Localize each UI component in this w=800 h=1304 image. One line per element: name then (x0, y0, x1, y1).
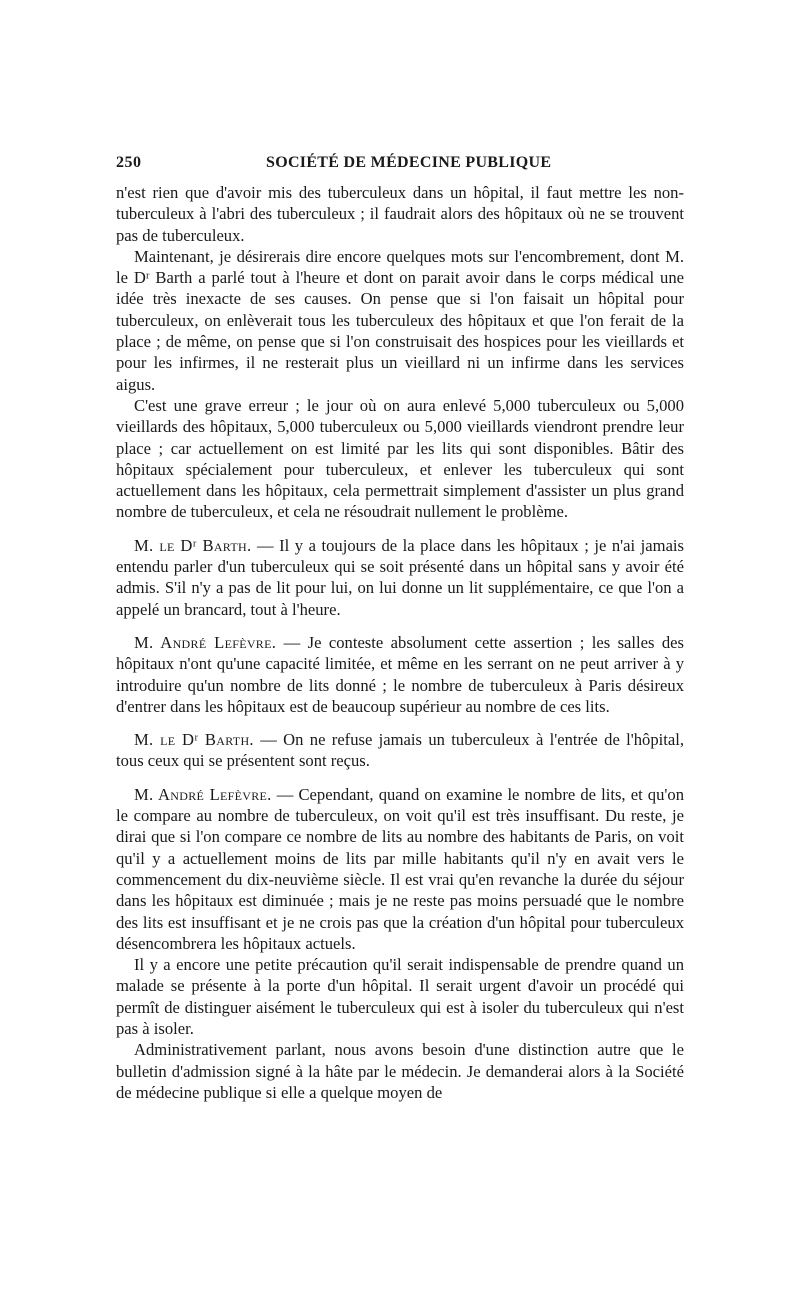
running-title: SOCIÉTÉ DE MÉDECINE PUBLIQUE (266, 154, 552, 171)
speaker-name: M. André Lefèvre. (134, 632, 277, 652)
running-header (116, 150, 684, 176)
paragraph-text: — On ne refuse jamais un tuberculeux à l'entrée de l'hôpital, tous ceux qui se présentent sont reçus. (116, 730, 684, 771)
speaker-name: M. le Dʳ Barth. (134, 730, 254, 750)
paragraph-text: C'est une grave erreur ; le jour où on aura enlevé 5,000 tuberculeux ou 5,000 vieillards des hôpitaux, 5,000 tuberculeux ou 5,000 vieillards viendront prendre leur place ; car actuellement on est limité par les lits qui sont disponibles. Bâtir des hôpitaux spécialement pour tuberculeux, et enlever les tuberculeux qui sont actuellement dans les hôpitaux, cela permettrait simplement d'assister un plus grand nombre de tuberculeux, et cela ne résoudrait nullement le problème. (116, 395, 684, 522)
speech-paragraph (116, 535, 684, 620)
paragraph-text: Administrativement parlant, nous avons besoin d'une distinction autre que le bulletin d'admission signé à la hâte par le médecin. Je demanderai alors à la Société de médecine publique si elle a quelque moyen de (116, 1040, 684, 1102)
speaker-name: M. André Lefèvre. (134, 784, 272, 804)
page (116, 150, 684, 1103)
paragraph-text: n'est rien que d'avoir mis des tuberculeux dans un hôpital, il faut mettre les non-tuberculeux à l'abri des tuberculeux ; il faudrait alors des hôpitaux où ne se trouvent pas de tuberculeux. (116, 183, 684, 245)
paragraph (116, 246, 684, 395)
page-body (116, 182, 684, 1103)
speech-paragraph (116, 729, 684, 772)
paragraph-text: — Je conteste absolument cette assertion ; les salles des hôpitaux n'ont qu'une capacité limitée, et même en les serrant on ne peut arriver à y introduire qu'un nombre de lits donné ; le nombre de tuberculeux à Paris désireux d'entrer dans les hôpitaux est de beaucoup supérieur au nombre de ces lits. (116, 632, 685, 716)
speaker-name: M. le Dʳ Barth. (134, 535, 252, 555)
paragraph-text: Maintenant, je désirerais dire encore quelques mots sur l'encombrement, dont M. le Dʳ Barth a parlé tout à l'heure et dont on parait avoir dans le corps médical une idée très inexacte de ses causes. On pense que si l'on faisait un hôpital pour tuberculeux, on enlèverait tous les tuberculeux des hôpitaux et que l'on ferait de la place ; de même, on pense que si l'on construisait des hospices pour les vieillards et pour les infirmes, il ne resterait plus un vieillard ni un infirme dans les services aigus. (116, 246, 684, 394)
paragraph (116, 182, 684, 246)
page-number: 250 (116, 154, 142, 171)
paragraph (116, 954, 684, 1039)
paragraph-text: Il y a encore une petite précaution qu'il serait indispensable de prendre quand un malade se présente à la porte d'un hôpital. Il serait urgent d'avoir un procédé qui permît de distinguer aisément le tuberculeux qui est à isoler du tuberculeux qui n'est pas à isoler. (116, 955, 684, 1038)
paragraph-text: — Il y a toujours de la place dans les hôpitaux ; je n'ai jamais entendu parler d'un tuberculeux qui se soit présenté dans un hôpital sans y avoir été admis. S'il n'y a pas de lit pour lui, on lui donne un lit supplémentaire, ce que l'on a appelé un brancard, tout à l'heure. (116, 535, 685, 619)
paragraph (116, 1039, 684, 1103)
speech-paragraph (116, 784, 684, 954)
paragraph-text: — Cependant, quand on examine le nombre de lits, et qu'on le compare au nombre de tuberculeux, on voit qu'il est très insuffisant. Du reste, je dirai que si l'on compare ce nombre de lits au nombre des habitants de Paris, on voit qu'il y a actuellement moins de lits par mille habitants qu'il n'y en avait vers le commencement du dix-neuvième siècle. Il est vrai qu'en revanche la durée du séjour dans les hôpitaux est diminuée ; mais je ne reste pas moins persuadé que le nombre des lits est insuffisant et je ne crois pas que la création d'un hôpital pour tuberculeux désencombrera les hôpitaux actuels. (116, 784, 684, 953)
speech-paragraph (116, 632, 684, 717)
paragraph (116, 395, 684, 523)
